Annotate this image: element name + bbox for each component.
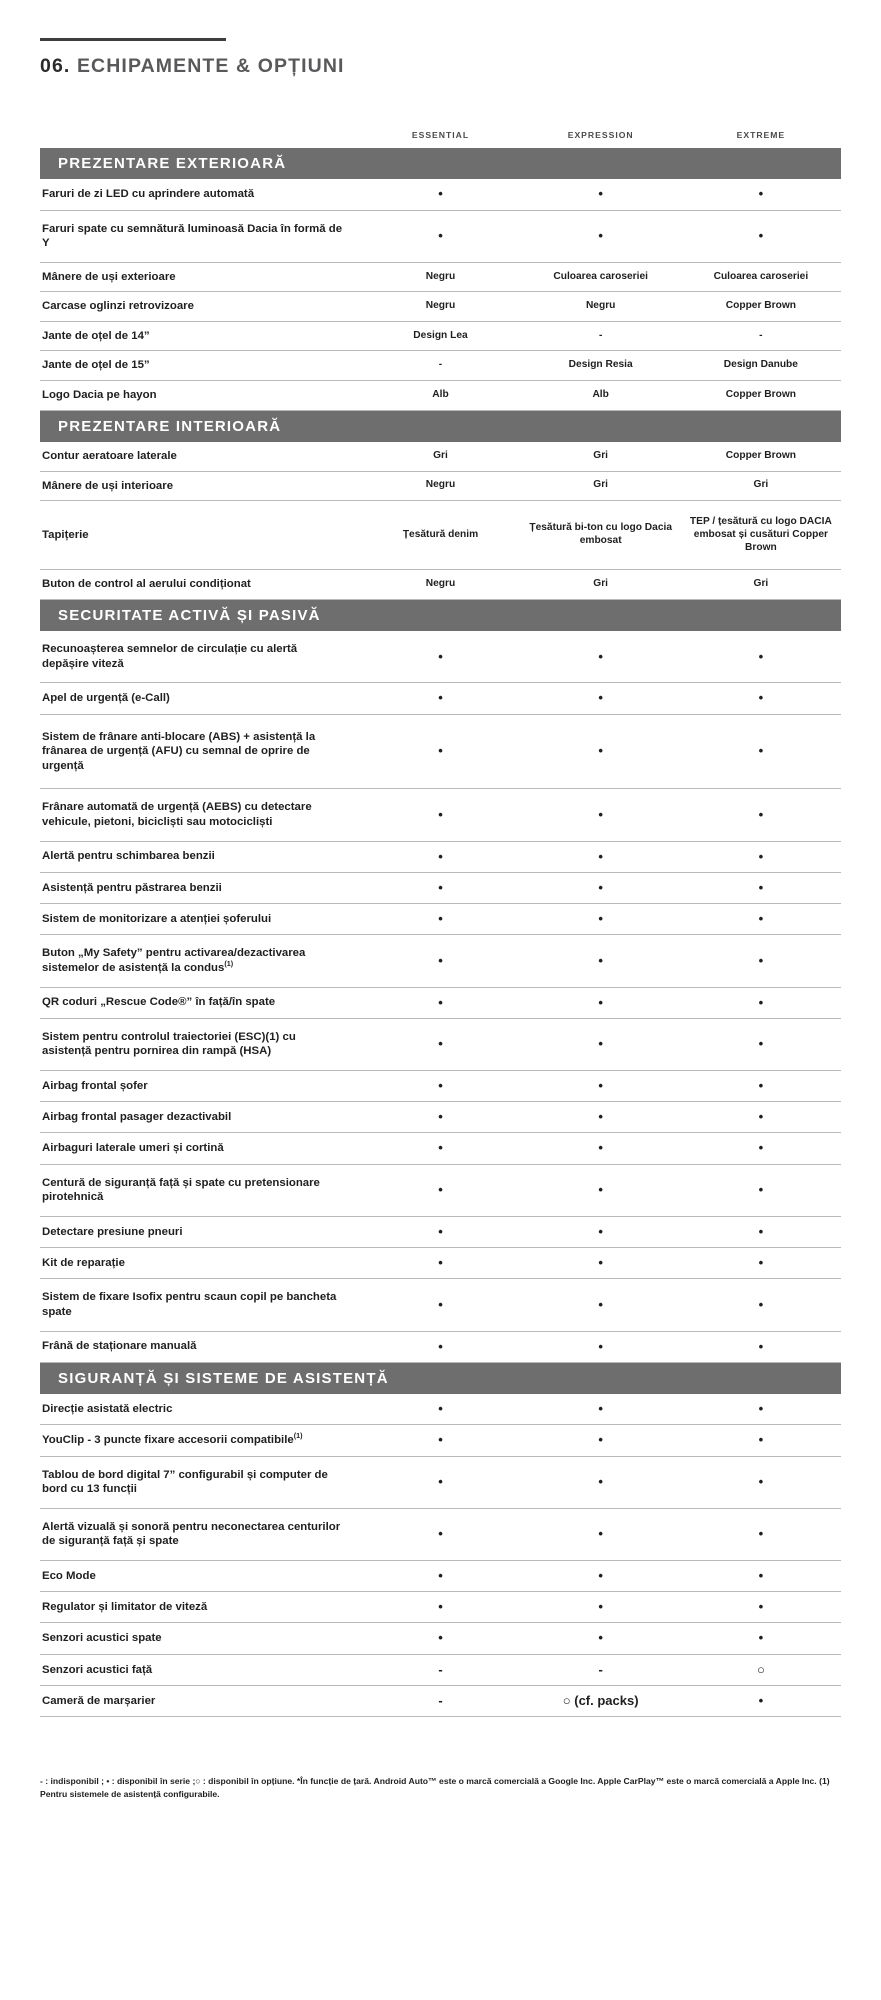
feature-label [40, 1331, 360, 1362]
trim-value-cell: • [360, 631, 520, 683]
trim-value-cell: Negru [360, 570, 520, 600]
trim-value-cell: • [521, 1425, 681, 1456]
feature-text: Mânere de uși interioare [42, 479, 174, 492]
trim-value-cell: • [681, 179, 841, 210]
trim-value-cell: • [681, 1279, 841, 1331]
trim-value-cell: • [681, 1508, 841, 1560]
feature-text: Centură de siguranță față și spate cu pretensionare pirotehnică [42, 1176, 320, 1204]
trim-value-cell: • [681, 935, 841, 987]
trim-value-cell: • [681, 789, 841, 841]
trim-value-cell: • [521, 683, 681, 714]
page-header [0, 0, 881, 78]
trim-value-cell: Gri [521, 471, 681, 501]
trim-value-cell: • [681, 1164, 841, 1216]
table-row [40, 292, 841, 322]
table-row [40, 904, 841, 935]
table-row [40, 1331, 841, 1362]
table-row [40, 1394, 841, 1425]
page-title [40, 55, 881, 78]
feature-label [40, 1102, 360, 1133]
trim-header-expression: EXPRESSION [567, 130, 634, 140]
feature-label [40, 683, 360, 714]
trim-value-cell: Copper Brown [681, 292, 841, 322]
trim-value-cell: • [360, 904, 520, 935]
feature-text: Faruri de zi LED cu aprindere automată [42, 188, 255, 201]
table-row [40, 262, 841, 292]
feature-label [40, 292, 360, 322]
trim-value-cell: • [521, 1216, 681, 1247]
trim-value-cell: Design Resia [521, 351, 681, 381]
feature-label [40, 1018, 360, 1070]
trim-value-cell: TEP / țesătură cu logo DACIA embosat și cusături Copper Brown [681, 501, 841, 570]
spec-table-wrap [40, 130, 841, 1717]
trim-value-cell: • [360, 1456, 520, 1508]
trim-value-cell: • [521, 1164, 681, 1216]
table-row [40, 841, 841, 872]
feature-text: Senzori acustici spate [42, 1632, 162, 1645]
feature-text: Apel de urgență (e-Call) [42, 692, 170, 705]
trim-value-cell: • [360, 1425, 520, 1456]
feature-label [40, 1560, 360, 1591]
feature-text: Airbag frontal pasager dezactivabil [42, 1111, 232, 1124]
feature-label [40, 904, 360, 935]
feature-label [40, 351, 360, 381]
trim-value-cell: • [360, 872, 520, 903]
trim-value-cell: • [360, 210, 520, 262]
trim-value-cell: • [360, 1133, 520, 1164]
trim-value-cell: • [360, 714, 520, 789]
trim-value-cell: • [360, 1560, 520, 1591]
feature-text: Jante de oțel de 15” [42, 359, 150, 372]
feature-label [40, 1133, 360, 1164]
feature-text: Asistență pentru păstrarea benzii [42, 881, 222, 894]
trim-value-cell: ○ (cf. packs) [521, 1685, 681, 1716]
trim-value-cell: Design Danube [681, 351, 841, 381]
trim-value-cell: • [360, 1279, 520, 1331]
feature-text: Buton de control al aerului condiționat [42, 578, 251, 591]
feature-text: Faruri spate cu semnătură luminoasă Dacia în formă de Y [42, 222, 343, 250]
feature-label [40, 1216, 360, 1247]
table-head [40, 130, 841, 148]
table-row [40, 1102, 841, 1133]
trim-value-cell: Negru [360, 471, 520, 501]
trim-value-cell: • [681, 987, 841, 1018]
feature-label [40, 1623, 360, 1654]
trim-value-cell: • [521, 872, 681, 903]
trim-value-cell: • [521, 1070, 681, 1101]
trim-value-cell: • [521, 1623, 681, 1654]
page-title-text: ECHIPAMENTE & OPȚIUNI [76, 55, 345, 77]
table-row [40, 1456, 841, 1508]
table-row [40, 442, 841, 471]
trim-value-cell: • [681, 210, 841, 262]
section-header-row [40, 148, 841, 179]
trim-value-cell: • [360, 1102, 520, 1133]
trim-value-cell: • [521, 789, 681, 841]
trim-value-cell: • [681, 1456, 841, 1508]
trim-header-extreme: EXTREME [736, 130, 786, 140]
trim-value-cell: Țesătură bi-ton cu logo Dacia embosat [521, 501, 681, 570]
feature-text: Airbaguri laterale umeri și cortină [42, 1142, 224, 1155]
table-row [40, 351, 841, 381]
trim-value-cell: Gri [681, 471, 841, 501]
trim-value-cell: • [521, 1248, 681, 1279]
trim-value-cell: • [360, 1331, 520, 1362]
trim-value-cell: • [360, 789, 520, 841]
table-row [40, 1592, 841, 1623]
trim-header-essential: ESSENTIAL [411, 130, 470, 140]
trim-value-cell: • [681, 841, 841, 872]
trim-value-cell: • [521, 179, 681, 210]
table-row [40, 1623, 841, 1654]
feature-label [40, 935, 360, 987]
table-row [40, 321, 841, 351]
feature-text: Mânere de uși exterioare [42, 270, 176, 283]
trim-value-cell: Negru [521, 292, 681, 322]
trim-value-cell: • [521, 904, 681, 935]
trim-value-cell: • [681, 1216, 841, 1247]
section-header-cell [40, 599, 841, 631]
feature-text: Kit de reparație [42, 1256, 125, 1269]
trim-value-cell: Țesătură denim [360, 501, 520, 570]
feature-label [40, 631, 360, 683]
feature-text: Alertă pentru schimbarea benzii [42, 850, 215, 863]
feature-label [40, 321, 360, 351]
trim-value-cell: - [360, 351, 520, 381]
trim-value-cell: Culoarea caroseriei [521, 262, 681, 292]
trim-value-cell: • [681, 1331, 841, 1362]
feature-text: Senzori acustici față [42, 1663, 153, 1676]
title-rule [40, 38, 226, 41]
section-header-cell [40, 148, 841, 179]
trim-value-cell: • [681, 1623, 841, 1654]
trim-value-cell: Alb [360, 381, 520, 411]
feature-text: Contur aeratoare laterale [42, 449, 177, 462]
trim-value-cell: • [681, 1018, 841, 1070]
feature-text: Airbag frontal șofer [42, 1079, 148, 1092]
trim-value-cell: • [360, 683, 520, 714]
feature-text: Logo Dacia pe hayon [42, 389, 157, 402]
trim-value-cell: Gri [360, 442, 520, 471]
trim-value-cell: Gri [521, 442, 681, 471]
table-row [40, 1133, 841, 1164]
trim-value-cell: • [360, 1018, 520, 1070]
table-row [40, 210, 841, 262]
feature-label [40, 210, 360, 262]
trim-value-cell: Copper Brown [681, 442, 841, 471]
feature-label [40, 1685, 360, 1716]
trim-value-cell: • [681, 714, 841, 789]
trim-value-cell: Negru [360, 292, 520, 322]
feature-label [40, 1456, 360, 1508]
trim-value-cell: • [681, 1394, 841, 1425]
trim-value-cell: • [360, 1070, 520, 1101]
trim-value-cell: • [521, 841, 681, 872]
table-body [40, 148, 841, 1717]
feature-label [40, 381, 360, 411]
feature-footnote-marker: (1) [293, 1431, 303, 1441]
trim-value-cell: • [521, 714, 681, 789]
trim-value-cell: ○ [681, 1654, 841, 1685]
feature-label [40, 1425, 360, 1456]
feature-text: Direcție asistată electric [42, 1402, 173, 1415]
feature-text: Tapițerie [42, 528, 89, 541]
feature-text: Eco Mode [42, 1569, 96, 1582]
spec-table [40, 130, 841, 1717]
feature-text: Carcase oglinzi retrovizoare [42, 300, 194, 313]
trim-value-cell: - [681, 321, 841, 351]
section-title: PREZENTARE INTERIOARĂ [40, 411, 841, 442]
trim-value-cell: Culoarea caroseriei [681, 262, 841, 292]
table-row [40, 471, 841, 501]
trim-value-cell: Negru [360, 262, 520, 292]
trim-value-cell: • [681, 1685, 841, 1716]
feature-label [40, 1070, 360, 1101]
feature-text: Sistem pentru controlul traiectoriei (ESC)(1) cu asistență pentru pornirea din rampă (HSA) [42, 1030, 296, 1058]
section-header-row [40, 1362, 841, 1394]
trim-value-cell: • [681, 872, 841, 903]
trim-value-cell: • [521, 1592, 681, 1623]
section-title: SECURITATE ACTIVĂ ȘI PASIVĂ [40, 600, 841, 631]
table-row [40, 1018, 841, 1070]
trim-value-cell: • [681, 904, 841, 935]
feature-text: Buton „My Safety” pentru activarea/dezactivarea sistemelor de asistență la condus [42, 947, 306, 974]
trim-value-cell: - [360, 1685, 520, 1716]
feature-label [40, 1248, 360, 1279]
trim-value-cell: Gri [681, 570, 841, 600]
trim-value-cell: • [521, 987, 681, 1018]
section-header-cell [40, 1362, 841, 1394]
trim-value-cell: • [521, 1394, 681, 1425]
feature-text: QR coduri „Rescue Code®” în față/în spate [42, 996, 276, 1009]
table-row [40, 1560, 841, 1591]
feature-text: Tablou de bord digital 7” configurabil și computer de bord cu 13 funcții [42, 1468, 328, 1496]
feature-text: Cameră de marșarier [42, 1694, 156, 1707]
footnote-legend: - : indisponibil ; • : disponibil în serie ;○ : disponibil în opțiune. *În funcție de țară. Android Auto™ este o marcă comercială a Google Inc. Apple CarPlay™ este o marcă comercială a Apple Inc. (1) Pentru sistemele de asistență configurabile. [40, 1776, 830, 1800]
trim-value-cell: • [360, 1394, 520, 1425]
feature-label [40, 501, 360, 570]
trim-value-cell: • [360, 987, 520, 1018]
trim-value-cell: • [360, 179, 520, 210]
section-header-cell [40, 410, 841, 442]
table-row [40, 1070, 841, 1101]
table-row [40, 987, 841, 1018]
table-row [40, 1508, 841, 1560]
table-row [40, 1164, 841, 1216]
trim-value-cell: • [521, 1279, 681, 1331]
table-row [40, 1425, 841, 1456]
trim-value-cell: • [681, 1070, 841, 1101]
trim-value-cell: • [521, 1133, 681, 1164]
trim-value-cell: • [360, 1592, 520, 1623]
trim-value-cell: • [681, 1425, 841, 1456]
trim-value-cell: • [681, 1133, 841, 1164]
feature-text: Jante de oțel de 14” [42, 329, 150, 342]
table-row [40, 872, 841, 903]
feature-text: Recunoașterea semnelor de circulație cu alertă depășire viteză [42, 643, 298, 670]
feature-text: Sistem de frânare anti-blocare (ABS) + asistență la frânarea de urgență (AFU) cu semnal de oprire de urgență [42, 730, 316, 772]
feature-text: Sistem de fixare Isofix pentru scaun copil pe bancheta spate [42, 1291, 337, 1318]
feature-label [40, 1394, 360, 1425]
trim-value-cell: • [521, 631, 681, 683]
feature-label [40, 1279, 360, 1331]
feature-label [40, 714, 360, 789]
feature-label [40, 262, 360, 292]
trim-value-cell: • [681, 1102, 841, 1133]
trim-value-cell: • [681, 1592, 841, 1623]
feature-text: Sistem de monitorizare a atenției șoferului [42, 912, 272, 925]
trim-value-cell: - [360, 1654, 520, 1685]
feature-footnote-marker: (1) [224, 959, 234, 969]
trim-value-cell: • [521, 210, 681, 262]
table-row [40, 381, 841, 411]
trim-value-cell: • [360, 935, 520, 987]
trim-value-cell: • [681, 683, 841, 714]
trim-value-cell: - [521, 1654, 681, 1685]
feature-text: Frânare automată de urgență (AEBS) cu detectare vehicule, pietoni, bicicliști sau motocicliști [42, 801, 312, 828]
table-row [40, 1248, 841, 1279]
table-row [40, 501, 841, 570]
trim-value-cell: • [521, 1456, 681, 1508]
feature-label [40, 789, 360, 841]
trim-value-cell: Gri [521, 570, 681, 600]
feature-label [40, 471, 360, 501]
feature-label [40, 442, 360, 471]
table-row [40, 683, 841, 714]
table-row [40, 714, 841, 789]
trim-value-cell: • [681, 631, 841, 683]
feature-label [40, 872, 360, 903]
trim-value-cell: • [360, 841, 520, 872]
trim-value-cell: • [521, 1508, 681, 1560]
trim-value-cell: Alb [521, 381, 681, 411]
table-row [40, 631, 841, 683]
feature-text: Frână de staționare manuală [42, 1340, 197, 1353]
section-title: PREZENTARE EXTERIOARĂ [40, 148, 841, 179]
trim-value-cell: • [360, 1623, 520, 1654]
trim-value-cell: • [360, 1164, 520, 1216]
feature-label [40, 1164, 360, 1216]
trim-value-cell: Copper Brown [681, 381, 841, 411]
feature-text: Detectare presiune pneuri [42, 1225, 183, 1238]
feature-label [40, 987, 360, 1018]
feature-text: Alertă vizuală și sonoră pentru neconectarea centurilor de siguranță față și spate [42, 1520, 341, 1548]
feature-text: YouClip - 3 puncte fixare accesorii compatibile [42, 1434, 294, 1447]
trim-value-cell: - [521, 321, 681, 351]
trim-value-cell: • [681, 1560, 841, 1591]
table-row [40, 789, 841, 841]
trim-value-cell: • [521, 1102, 681, 1133]
table-row [40, 179, 841, 210]
section-header-row [40, 599, 841, 631]
trim-value-cell: • [521, 1018, 681, 1070]
feature-label [40, 841, 360, 872]
feature-label [40, 1508, 360, 1560]
feature-label [40, 179, 360, 210]
trim-value-cell: • [360, 1248, 520, 1279]
trim-value-cell: • [360, 1216, 520, 1247]
feature-label [40, 1592, 360, 1623]
trim-value-cell: • [681, 1248, 841, 1279]
trim-value-cell: • [521, 935, 681, 987]
trim-value-cell: • [360, 1508, 520, 1560]
trim-header-row [40, 130, 841, 148]
table-row [40, 935, 841, 987]
trim-value-cell: • [521, 1331, 681, 1362]
feature-label [40, 1654, 360, 1685]
trim-value-cell: Design Lea [360, 321, 520, 351]
section-title: SIGURANȚĂ ȘI SISTEME DE ASISTENȚĂ [40, 1363, 841, 1394]
section-header-row [40, 410, 841, 442]
feature-label [40, 570, 360, 600]
trim-value-cell: • [521, 1560, 681, 1591]
feature-text: Regulator și limitator de viteză [42, 1601, 208, 1614]
section-number: 06. [40, 55, 71, 77]
table-row [40, 1279, 841, 1331]
table-row [40, 1685, 841, 1716]
table-row [40, 570, 841, 600]
table-row [40, 1654, 841, 1685]
table-row [40, 1216, 841, 1247]
feature-column-header [40, 130, 360, 148]
